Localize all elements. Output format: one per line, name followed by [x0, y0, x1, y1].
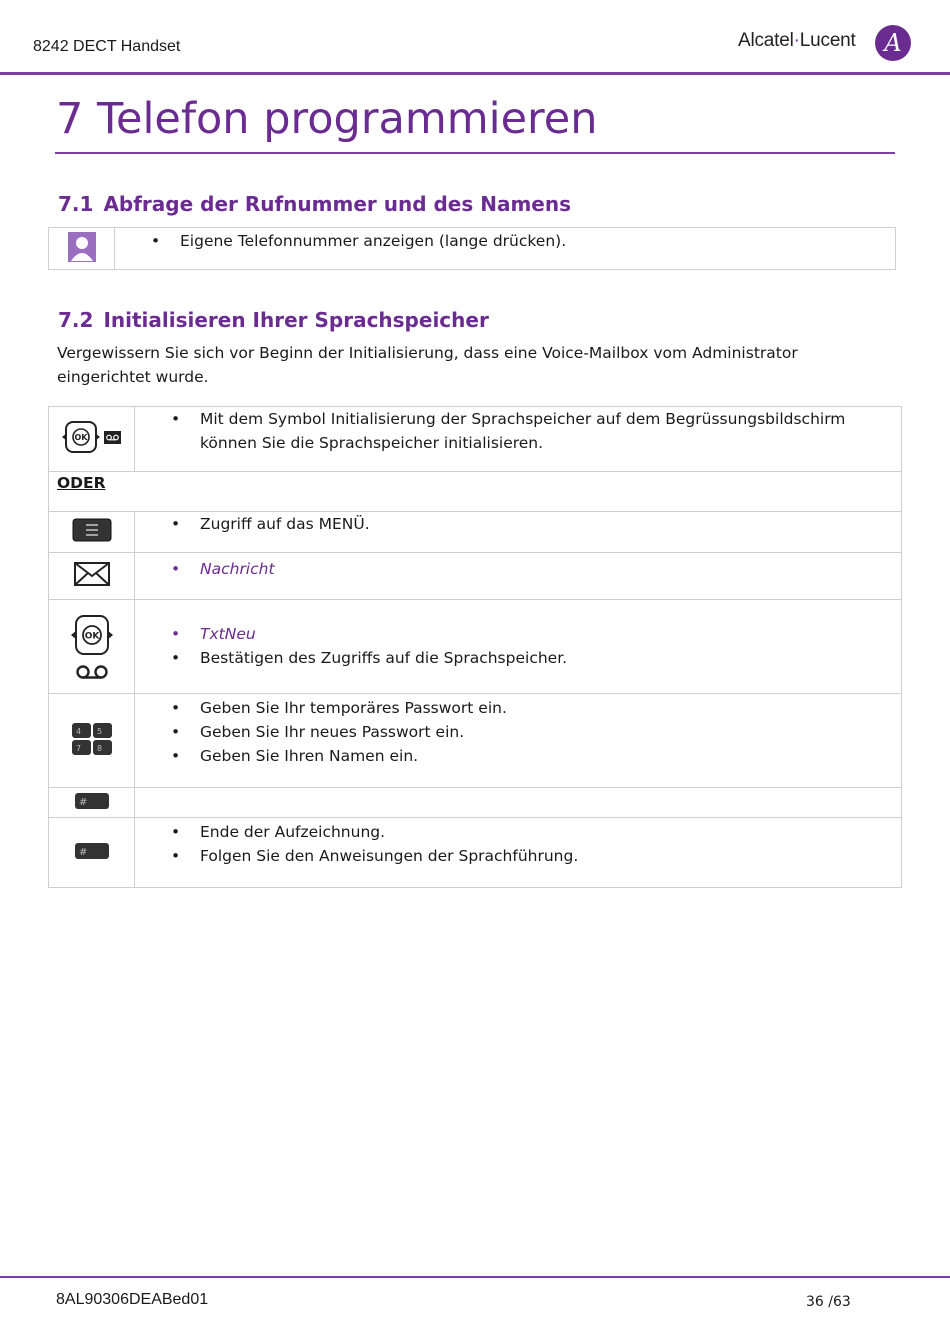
svg-text:4: 4 — [75, 726, 81, 736]
list-item: • Zugriff auf das MENÜ. — [169, 512, 901, 536]
icon-cell — [49, 694, 135, 788]
svg-text:8: 8 — [96, 743, 102, 753]
document-reference: 8AL90306DEABed01 — [56, 1291, 209, 1308]
section-heading-7-2: 7.2 Initialisieren Ihrer Sprachspeicher — [58, 308, 489, 332]
table-row — [49, 228, 896, 270]
icon-cell — [49, 512, 135, 553]
icon-cell — [49, 553, 135, 600]
text-cell — [135, 553, 902, 600]
list-item: • Mit dem Symbol Initialisierung der Sprachspeicher auf dem Begrüssungsbildschirm können Sie die Sprachspeicher initialisieren. — [169, 407, 901, 455]
intro-paragraph: Vergewissern Sie sich vor Beginn der Initialisierung, dass eine Voice-Mailbox vom Administrator eingerichtet wurde. — [57, 344, 798, 386]
table-row — [49, 472, 902, 512]
svg-text:A: A — [884, 29, 902, 57]
text-cell — [135, 818, 902, 888]
text-cell — [135, 694, 902, 788]
table-row — [49, 512, 902, 553]
oder-separator: ODER — [49, 472, 902, 512]
section-heading-7-1: 7.1 Abfrage der Rufnummer und des Namens — [58, 192, 572, 216]
table-row — [49, 407, 902, 472]
header-divider — [0, 72, 950, 75]
text-cell — [115, 228, 896, 270]
list-item: • Ende der Aufzeichnung. — [169, 820, 901, 844]
table-row — [49, 694, 902, 788]
list-item: • Geben Sie Ihren Namen ein. — [169, 744, 901, 768]
ok-navigator-voicemail-icon — [62, 420, 122, 454]
svg-text:#: # — [78, 796, 87, 808]
icon-cell — [49, 600, 135, 694]
list-item: • Folgen Sie den Anweisungen der Sprachführung. — [169, 844, 901, 868]
table-row — [49, 788, 902, 818]
list-item: • Geben Sie Ihr temporäres Passwort ein. — [169, 696, 901, 720]
voicemail-steps-table — [48, 406, 902, 888]
voicemail-icon — [74, 664, 110, 680]
brand-name: Alcatel·Lucent — [738, 30, 856, 51]
document-title: 8242 DECT Handset — [33, 38, 181, 55]
icon-cell — [49, 788, 135, 818]
menu-key-icon — [72, 518, 112, 542]
list-item: • TxtNeu — [169, 622, 901, 646]
svg-text:5: 5 — [96, 726, 102, 736]
footer-divider — [0, 1276, 950, 1278]
svg-text:#: # — [78, 846, 87, 858]
list-item: • Nachricht — [169, 557, 901, 581]
icon-cell — [49, 228, 115, 270]
text-cell — [135, 407, 902, 472]
keypad-icon — [71, 722, 113, 756]
text-cell — [135, 600, 902, 694]
hash-key-icon — [74, 842, 110, 860]
chapter-title: 7 Telefon programmieren — [56, 94, 598, 144]
list-item: • Eigene Telefonnummer anzeigen (lange drücken). — [149, 229, 895, 253]
svg-text:OK: OK — [74, 433, 87, 442]
svg-text:OK: OK — [84, 631, 99, 641]
table-row — [49, 818, 902, 888]
alcatel-lucent-logo-icon — [874, 24, 912, 62]
envelope-icon — [74, 562, 110, 586]
page-number: 36 /63 — [806, 1294, 851, 1310]
ok-navigator-icon — [67, 614, 117, 656]
number-name-table — [48, 227, 896, 270]
hash-key-icon — [74, 792, 110, 810]
contact-icon — [68, 232, 96, 262]
table-row — [49, 553, 902, 600]
icon-cell — [49, 818, 135, 888]
table-row — [49, 600, 902, 694]
chapter-divider — [55, 152, 895, 154]
text-cell — [135, 512, 902, 553]
list-item: • Bestätigen des Zugriffs auf die Sprachspeicher. — [169, 646, 901, 670]
list-item: • Geben Sie Ihr neues Passwort ein. — [169, 720, 901, 744]
text-cell — [135, 788, 902, 818]
svg-text:7: 7 — [75, 743, 81, 753]
icon-cell — [49, 407, 135, 472]
